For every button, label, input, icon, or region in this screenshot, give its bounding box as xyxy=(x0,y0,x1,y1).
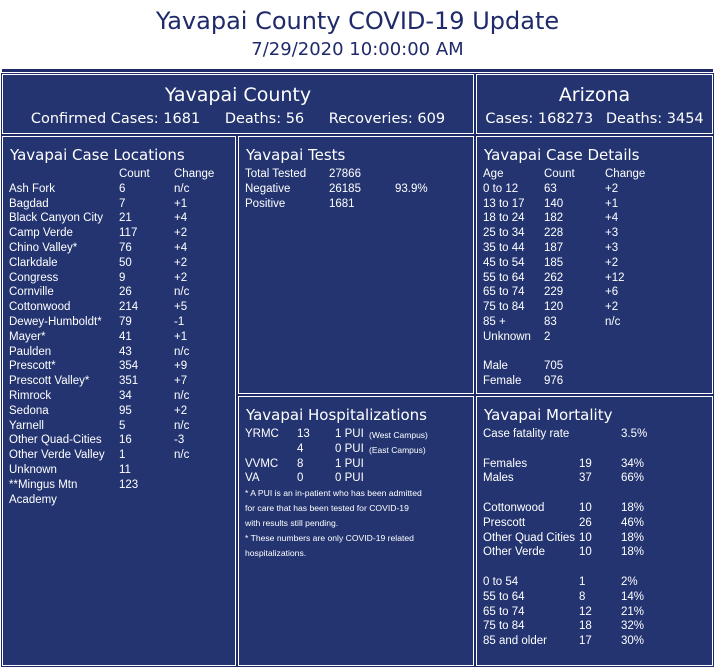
age-group: 18 to 24 xyxy=(483,212,525,225)
age-group-row xyxy=(483,241,707,256)
mortality-title: Yavapai Mortality xyxy=(484,406,613,424)
hospital-count: 0 xyxy=(297,472,304,485)
age-label: 0 to 54 xyxy=(483,575,519,588)
age-group-row xyxy=(483,330,707,345)
location-change: +9 xyxy=(174,360,188,373)
age-label: 65 to 74 xyxy=(483,605,525,618)
test-label: Total Tested xyxy=(245,168,307,180)
age-change: +1 xyxy=(605,197,619,210)
age-group: 0 to 12 xyxy=(483,182,519,195)
location-name: Prescott Valley* xyxy=(9,375,90,388)
hospital-pui: 0 PUI xyxy=(335,442,364,455)
age-group: 35 to 44 xyxy=(483,241,525,254)
location-change: +2 xyxy=(174,227,188,240)
location-row xyxy=(9,478,233,493)
gender-row xyxy=(483,374,707,389)
county-deaths: Deaths: 56 xyxy=(224,111,305,127)
footnote-line: hospitalizations. xyxy=(245,548,307,558)
location-row xyxy=(9,463,233,478)
location-row xyxy=(9,345,233,360)
gender-count: 976 xyxy=(544,375,564,388)
age-group: 55 to 64 xyxy=(483,271,525,284)
gender-label: Males xyxy=(483,472,514,485)
test-label: Negative xyxy=(245,182,291,195)
case-details-header-row xyxy=(483,167,707,182)
mortality-panel xyxy=(476,396,713,666)
age-group-row xyxy=(483,285,707,300)
location-row xyxy=(9,359,233,374)
case-details-panel xyxy=(476,136,713,394)
death-percent: 14% xyxy=(621,590,645,603)
footnote-line: * These numbers are only COVID-19 related xyxy=(245,533,414,543)
location-name: Other Quad-Cities xyxy=(9,434,102,447)
hospital-name: VA xyxy=(245,472,260,485)
death-percent: 32% xyxy=(621,620,645,633)
location-name: Other Verde Valley xyxy=(9,449,105,462)
gender-label: Females xyxy=(483,457,528,470)
location-count: 354 xyxy=(119,360,139,373)
death-count: 37 xyxy=(579,472,592,485)
county-title: Yavapai County xyxy=(164,84,312,106)
age-group-row xyxy=(483,226,707,241)
hospitalizations-title: Yavapai Hospitalizations xyxy=(246,406,427,424)
death-count: 1 xyxy=(579,575,586,588)
location-row xyxy=(9,211,233,226)
test-count: 26185 xyxy=(329,182,361,195)
death-count: 8 xyxy=(579,590,586,603)
location-row xyxy=(9,300,233,315)
area-label: Other Verde xyxy=(483,546,546,559)
location-count: 16 xyxy=(119,434,132,447)
test-row xyxy=(245,182,469,197)
age-change: +2 xyxy=(605,182,619,195)
footnote-line: for care that has been tested for COVID-19 xyxy=(245,503,409,513)
age-group-row xyxy=(483,197,707,212)
death-count: 19 xyxy=(579,457,592,470)
location-change: +5 xyxy=(174,301,188,314)
gender-row xyxy=(483,359,707,374)
death-percent: 30% xyxy=(621,635,645,648)
age-label: 75 to 84 xyxy=(483,620,525,633)
case-locations-panel xyxy=(2,136,236,666)
update-date: 7/29/2020 10:00:00 AM xyxy=(251,39,464,60)
hospitalizations-panel xyxy=(238,396,474,666)
age-group-row xyxy=(483,211,707,226)
hospital-pui: 0 PUI xyxy=(335,472,364,485)
hospital-pui: 1 PUI xyxy=(335,457,364,470)
location-change: n/c xyxy=(174,345,190,358)
death-count: 10 xyxy=(579,531,592,544)
location-count: 11 xyxy=(119,463,131,476)
test-row xyxy=(245,167,469,182)
location-count: 5 xyxy=(119,419,126,432)
death-count: 10 xyxy=(579,501,592,514)
col-change-header: Change xyxy=(605,168,646,180)
mortality-area-row xyxy=(483,501,707,516)
location-count: 26 xyxy=(119,286,132,299)
location-row xyxy=(9,493,233,508)
location-name: Dewey-Humboldt* xyxy=(9,315,102,328)
location-name: Camp Verde xyxy=(9,227,73,240)
location-row xyxy=(9,271,233,286)
location-name: Academy xyxy=(9,493,57,506)
death-percent: 18% xyxy=(621,501,645,514)
location-change: +4 xyxy=(174,241,188,254)
hospital-row xyxy=(245,471,469,486)
location-name: Ash Fork xyxy=(9,182,56,195)
location-row xyxy=(9,404,233,419)
death-percent: 66% xyxy=(621,472,645,485)
col-age-header: Age xyxy=(483,168,504,180)
mortality-gender-row xyxy=(483,471,707,486)
location-row xyxy=(9,448,233,463)
hospitalizations-table xyxy=(245,427,469,486)
age-count: 229 xyxy=(544,286,564,299)
age-count: 83 xyxy=(544,315,557,328)
age-group-row xyxy=(483,182,707,197)
location-change: n/c xyxy=(174,182,190,195)
test-count: 1681 xyxy=(329,197,355,210)
mortality-table xyxy=(483,427,707,649)
location-row xyxy=(9,433,233,448)
location-name: Congress xyxy=(9,271,59,284)
county-confirmed: Confirmed Cases: 1681 xyxy=(30,111,201,127)
case-details-title: Yavapai Case Details xyxy=(484,146,640,164)
location-count: 1 xyxy=(119,449,126,462)
location-row xyxy=(9,419,233,434)
location-name: Sedona xyxy=(9,404,49,417)
pui-footnote xyxy=(245,486,422,561)
age-group-row xyxy=(483,271,707,286)
hospital-name: YRMC xyxy=(245,428,279,440)
mortality-age-row xyxy=(483,590,707,605)
location-name: Black Canyon City xyxy=(9,212,103,225)
age-group: 65 to 74 xyxy=(483,286,525,299)
county-summary-panel xyxy=(2,74,474,134)
death-percent: 21% xyxy=(621,605,645,618)
location-count: 214 xyxy=(119,301,139,314)
location-change: n/c xyxy=(174,449,190,462)
test-row xyxy=(245,197,469,212)
case-locations-header-row xyxy=(9,167,233,182)
location-row xyxy=(9,256,233,271)
age-label: 85 and older xyxy=(483,635,547,648)
page-title: Yavapai County COVID-19 Update xyxy=(155,7,560,35)
hospital-name: VVMC xyxy=(245,457,279,470)
age-group-row xyxy=(483,256,707,271)
location-row xyxy=(9,315,233,330)
test-percent: 93.9% xyxy=(395,182,428,195)
age-change: n/c xyxy=(605,315,621,328)
age-group: 75 to 84 xyxy=(483,301,525,314)
location-name: Clarkdale xyxy=(9,256,58,269)
death-count: 26 xyxy=(579,516,592,529)
location-count: 76 xyxy=(119,241,132,254)
hospital-row xyxy=(245,457,469,472)
location-row xyxy=(9,389,233,404)
location-name: Prescott* xyxy=(9,360,56,373)
location-name: Cornville xyxy=(9,286,54,299)
age-change: +2 xyxy=(605,301,619,314)
age-change: +12 xyxy=(605,271,625,284)
mortality-area-row xyxy=(483,531,707,546)
location-change: +1 xyxy=(174,197,188,210)
location-change: +2 xyxy=(174,404,188,417)
cfr-value: 3.5% xyxy=(621,428,648,440)
mortality-gender-row xyxy=(483,457,707,472)
age-change: +3 xyxy=(605,227,619,240)
location-change: +7 xyxy=(174,375,188,388)
age-count: 228 xyxy=(544,227,564,240)
location-name: Unknown xyxy=(9,463,57,476)
location-count: 50 xyxy=(119,256,132,269)
case-fatality-row xyxy=(483,427,707,442)
death-count: 18 xyxy=(579,620,592,633)
gender-label: Male xyxy=(483,360,508,373)
death-percent: 2% xyxy=(621,575,638,588)
tests-title: Yavapai Tests xyxy=(246,146,346,164)
age-group: 85 + xyxy=(483,315,506,328)
arizona-stats xyxy=(477,110,712,128)
age-change: +3 xyxy=(605,241,619,254)
location-row xyxy=(9,374,233,389)
hospital-row xyxy=(245,427,469,442)
death-count: 12 xyxy=(579,605,592,618)
col-count-header: Count xyxy=(544,168,575,180)
age-group: 13 to 17 xyxy=(483,197,525,210)
tests-table xyxy=(245,167,469,211)
location-change: +2 xyxy=(174,271,188,284)
age-change: +6 xyxy=(605,286,619,299)
age-group-row xyxy=(483,300,707,315)
arizona-deaths: Deaths: 3454 xyxy=(605,111,704,127)
location-name: Yarnell xyxy=(9,419,44,432)
gender-count: 705 xyxy=(544,360,564,373)
location-count: 351 xyxy=(119,375,139,388)
mortality-age-row xyxy=(483,605,707,620)
location-count: 21 xyxy=(119,212,132,225)
location-change: n/c xyxy=(174,419,190,432)
hospital-count: 4 xyxy=(297,442,304,455)
location-change: -3 xyxy=(174,434,185,447)
location-name: Bagdad xyxy=(9,197,49,210)
location-count: 34 xyxy=(119,389,132,402)
location-count: 6 xyxy=(119,182,126,195)
location-name: Rimrock xyxy=(9,389,52,402)
col-change-header: Change xyxy=(174,168,215,180)
arizona-title: Arizona xyxy=(558,84,631,106)
age-count: 182 xyxy=(544,212,564,225)
footnote-line: with results still pending. xyxy=(245,518,339,528)
age-count: 120 xyxy=(544,301,564,314)
location-change: +2 xyxy=(174,256,188,269)
page-header xyxy=(0,0,715,70)
location-count: 9 xyxy=(119,271,126,284)
case-locations-title: Yavapai Case Locations xyxy=(10,146,185,164)
age-count: 185 xyxy=(544,256,564,269)
age-group-row xyxy=(483,315,707,330)
hospital-campus: (East Campus) xyxy=(369,444,426,455)
location-row xyxy=(9,241,233,256)
death-percent: 18% xyxy=(621,546,645,559)
header-divider xyxy=(2,69,713,72)
location-change: +4 xyxy=(174,212,188,225)
age-group: Unknown xyxy=(483,330,531,343)
mortality-age-row xyxy=(483,634,707,649)
arizona-cases: Cases: 168273 xyxy=(485,111,594,127)
death-percent: 46% xyxy=(621,516,645,529)
age-count: 140 xyxy=(544,197,564,210)
location-count: 41 xyxy=(119,330,132,343)
location-count: 117 xyxy=(119,227,138,240)
age-count: 2 xyxy=(544,330,551,343)
location-row xyxy=(9,330,233,345)
age-group: 45 to 54 xyxy=(483,256,525,269)
location-count: 123 xyxy=(119,478,139,491)
age-count: 187 xyxy=(544,241,564,254)
death-count: 17 xyxy=(579,635,592,648)
location-row xyxy=(9,182,233,197)
age-group: 25 to 34 xyxy=(483,227,525,240)
hospital-campus: (West Campus) xyxy=(369,430,428,440)
location-count: 7 xyxy=(119,197,126,210)
county-recoveries: Recoveries: 609 xyxy=(328,111,446,127)
age-change: +2 xyxy=(605,256,619,269)
county-stats xyxy=(3,110,473,128)
area-label: Cottonwood xyxy=(483,501,545,514)
location-change: -1 xyxy=(174,315,185,328)
location-row xyxy=(9,285,233,300)
death-percent: 18% xyxy=(621,531,645,544)
case-details-table xyxy=(483,167,707,389)
age-change: +4 xyxy=(605,212,619,225)
location-name: Mayer* xyxy=(9,330,46,343)
location-change: n/c xyxy=(174,286,190,299)
location-name: **Mingus Mtn xyxy=(9,478,78,491)
death-percent: 34% xyxy=(621,457,645,470)
age-count: 63 xyxy=(544,182,557,195)
location-count: 79 xyxy=(119,315,132,328)
footnote-line: * A PUI is an in-patient who has been admitted xyxy=(245,488,422,498)
mortality-area-row xyxy=(483,516,707,531)
col-count-header: Count xyxy=(119,168,150,180)
location-row xyxy=(9,197,233,212)
location-name: Chino Valley* xyxy=(9,241,78,254)
age-label: 55 to 64 xyxy=(483,590,525,603)
mortality-area-row xyxy=(483,545,707,560)
location-change: +1 xyxy=(174,330,188,343)
hospital-pui: 1 PUI xyxy=(335,428,364,440)
area-label: Prescott xyxy=(483,516,526,529)
hospital-count: 13 xyxy=(297,428,310,440)
arizona-summary-panel xyxy=(476,74,713,134)
location-count: 95 xyxy=(119,404,132,417)
area-label: Other Quad Cities xyxy=(483,531,576,544)
mortality-age-row xyxy=(483,619,707,634)
gender-label: Female xyxy=(483,375,522,388)
hospital-count: 8 xyxy=(297,457,304,470)
location-row xyxy=(9,226,233,241)
case-locations-table xyxy=(9,167,233,507)
age-count: 262 xyxy=(544,271,564,284)
cfr-label: Case fatality rate xyxy=(483,428,570,440)
test-count: 27866 xyxy=(329,168,361,180)
hospital-row xyxy=(245,442,469,457)
location-count: 43 xyxy=(119,345,132,358)
tests-panel xyxy=(238,136,474,394)
location-name: Paulden xyxy=(9,345,52,358)
test-label: Positive xyxy=(245,197,286,210)
death-count: 10 xyxy=(579,546,592,559)
location-change: n/c xyxy=(174,389,190,402)
mortality-age-row xyxy=(483,575,707,590)
location-name: Cottonwood xyxy=(9,301,71,314)
